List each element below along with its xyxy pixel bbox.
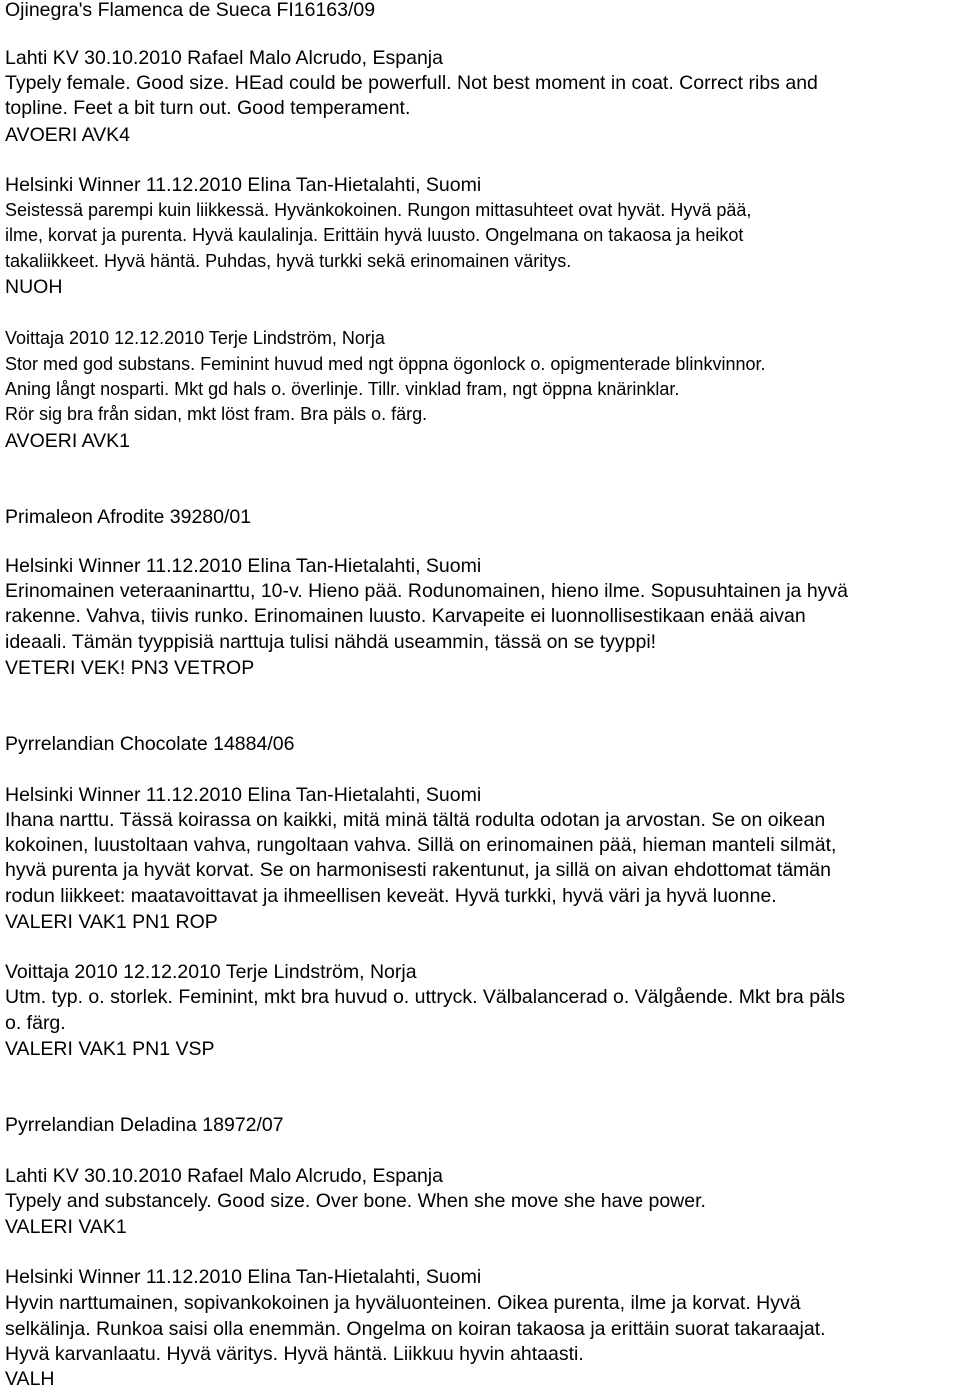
critique-line: ideaali. Tämän tyyppisiä narttuja tulisi nähdä useammin, tässä on se tyyppi! <box>5 631 657 653</box>
critique-line: topline. Feet a bit turn out. Good temperament. <box>5 97 411 119</box>
critique-line: Typely female. Good size. HEad could be powerfull. Not best moment in coat. Correct ribs and <box>5 72 818 94</box>
critique-line: o. färg. <box>5 1012 66 1034</box>
dog-title: Pyrrelandian Chocolate 14884/06 <box>5 733 295 755</box>
result-line: VALERI VAK1 PN1 VSP <box>5 1038 215 1060</box>
critique-line: takaliikkeet. Hyvä häntä. Puhdas, hyvä turkki sekä erinomainen väritys. <box>5 251 572 271</box>
critique-line: Aning långt nosparti. Mkt gd hals o. överlinje. Tillr. vinklad fram, ngt öppna knärinklar. <box>5 379 680 399</box>
critique-line: Ihana narttu. Tässä koirassa on kaikki, mitä minä tältä rodulta odotan ja arvostan. Se on oikean <box>5 809 826 831</box>
critique-line: kokoinen, luustoltaan vahva, rungoltaan vahva. Sillä on erinomainen pää, hieman manteli silmät, <box>5 834 837 856</box>
critique-line: hyvä purenta ja hyvät korvat. Se on harmonisesti rakentunut, ja sillä on aivan ehdottomat tämän <box>5 859 831 881</box>
critique-line: Typely and substancely. Good size. Over bone. When she move she have power. <box>5 1190 706 1212</box>
critique-line: ilme, korvat ja purenta. Hyvä kaulalinja. Erittäin hyvä luusto. Ongelmana on takaosa ja heikot <box>5 225 744 245</box>
critique-line: selkälinja. Runkoa saisi olla enemmän. Ongelma on koiran takaosa ja erittäin suorat takaraajat. <box>5 1318 826 1340</box>
result-line: AVOERI AVK1 <box>5 430 130 452</box>
result-line: VALERI VAK1 PN1 ROP <box>5 911 218 933</box>
critique-line: Stor med god substans. Feminint huvud med ngt öppna ögonlock o. opigmenterade blinkvinnor. <box>5 354 766 374</box>
result-line: VETERI VEK! PN3 VETROP <box>5 657 255 679</box>
result-line: AVOERI AVK4 <box>5 124 130 146</box>
dog-title: Ojinegra's Flamenca de Sueca FI16163/09 <box>5 0 376 21</box>
critique-line: Seistessä parempi kuin liikkessä. Hyvänkokoinen. Rungon mittasuhteet ovat hyvät. Hyvä pää, <box>5 200 752 220</box>
result-line: NUOH <box>5 276 63 298</box>
critique-line: Utm. typ. o. storlek. Feminint, mkt bra huvud o. uttryck. Välbalancerad o. Välgående. Mkt bra päls <box>5 986 845 1008</box>
result-line: VALERI VAK1 <box>5 1216 127 1238</box>
critique-line: Hyvä karvanlaatu. Hyvä väritys. Hyvä häntä. Liikkuu hyvin ahtaasti. <box>5 1343 584 1365</box>
show-header: Voittaja 2010 12.12.2010 Terje Lindström, Norja <box>5 961 417 983</box>
show-header: Helsinki Winner 11.12.2010 Elina Tan-Hietalahti, Suomi <box>5 1266 482 1288</box>
critique-line: rakenne. Vahva, tiivis runko. Erinomainen luusto. Karvapeite ei luonnollisestikaan enää aivan <box>5 605 806 627</box>
dog-title: Pyrrelandian Deladina 18972/07 <box>5 1114 284 1136</box>
show-header: Lahti KV 30.10.2010 Rafael Malo Alcrudo, Espanja <box>5 1165 443 1187</box>
show-header: Helsinki Winner 11.12.2010 Elina Tan-Hietalahti, Suomi <box>5 784 482 806</box>
dog-title: Primaleon Afrodite 39280/01 <box>5 506 252 528</box>
critique-line: Rör sig bra från sidan, mkt löst fram. Bra päls o. färg. <box>5 404 428 424</box>
show-header: Voittaja 2010 12.12.2010 Terje Lindström, Norja <box>5 328 385 348</box>
critique-line: Hyvin narttumainen, sopivankokoinen ja hyväluonteinen. Oikea purenta, ilme ja korvat. Hyvä <box>5 1292 801 1314</box>
show-header: Helsinki Winner 11.12.2010 Elina Tan-Hietalahti, Suomi <box>5 555 482 577</box>
critique-line: Erinomainen veteraaninarttu, 10-v. Hieno pää. Rodunomainen, hieno ilme. Sopusuhtainen ja hyvä <box>5 580 849 602</box>
result-line: VALH <box>5 1368 55 1390</box>
show-header: Lahti KV 30.10.2010 Rafael Malo Alcrudo, Espanja <box>5 47 443 69</box>
critique-line: rodun liikkeet: maatavoittavat ja ihmeellisen keveät. Hyvä turkki, hyvä väri ja hyvä luonne. <box>5 885 777 907</box>
show-header: Helsinki Winner 11.12.2010 Elina Tan-Hietalahti, Suomi <box>5 174 482 196</box>
